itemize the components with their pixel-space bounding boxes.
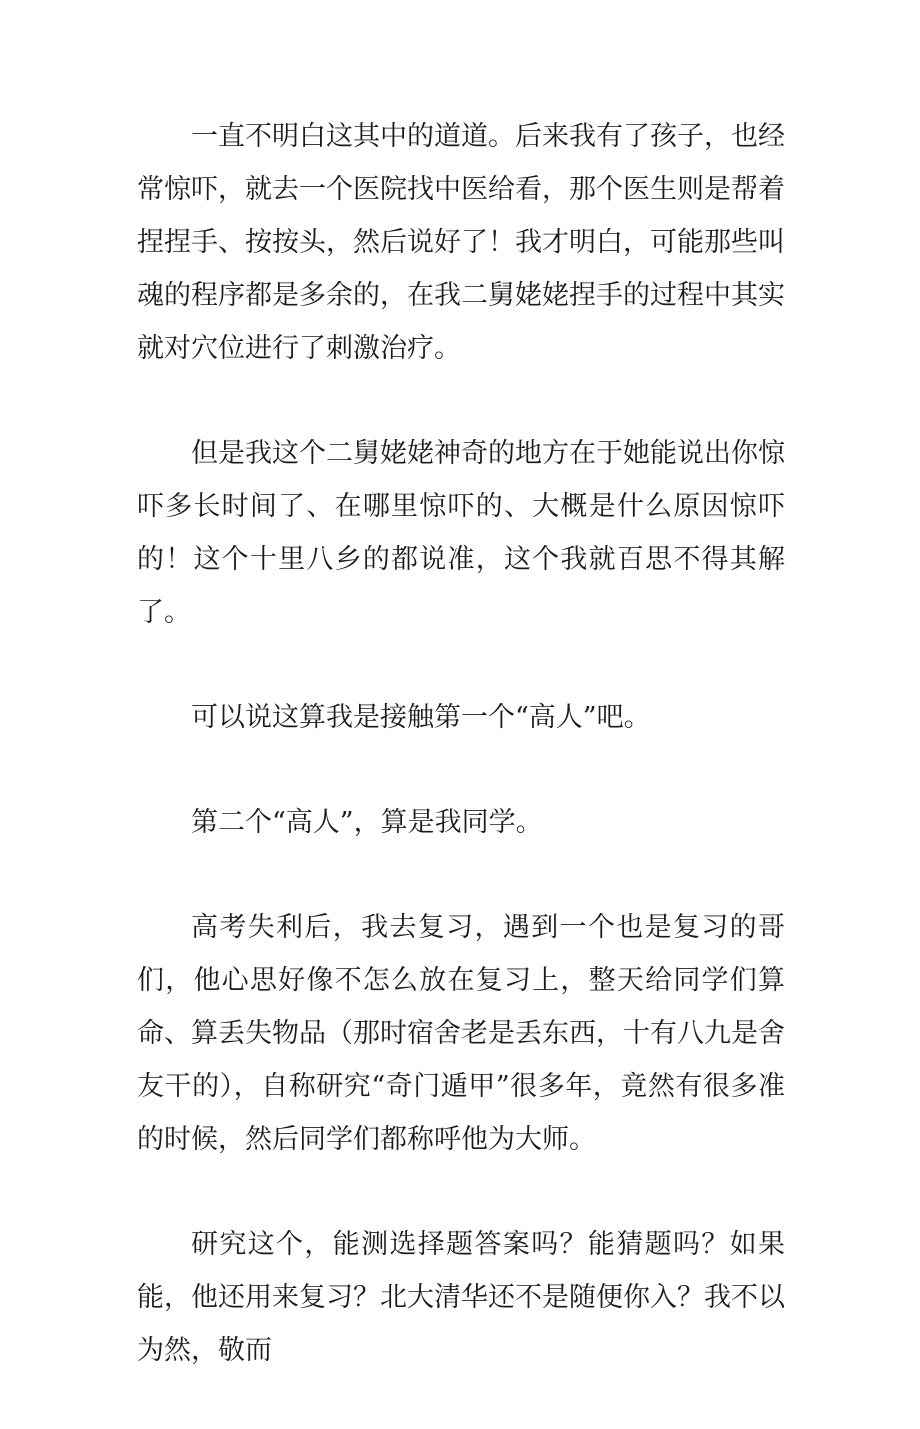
paragraph-6: 研究这个，能测选择题答案吗？能猜题吗？如果能，他还用来复习？北大清华还不是随便你入？我不以为然，敬而 — [137, 1229, 785, 1366]
paragraph-5: 高考失利后，我去复习，遇到一个也是复习的哥们，他心思好像不怎么放在复习上，整天给同学们算命、算丢失物品（那时宿舍老是丢东西，十有八九是舍友干的），自称研究“奇门遁甲”很多年，竟然有很多准的时候，然后同学们都称呼他为大师。 — [137, 912, 785, 1155]
document-body — [137, 110, 785, 1429]
paragraph-1: 一直不明白这其中的道道。后来我有了孩子，也经常惊吓，就去一个医院找中医给看，那个医生则是帮着捏捏手、按按头，然后说好了！我才明白，可能那些叫魂的程序都是多余的，在我二舅姥姥捏手的过程中其实就对穴位进行了刺激治疗。 — [137, 121, 785, 364]
paragraph-3: 可以说这算我是接触第一个“高人”吧。 — [191, 702, 651, 733]
paragraph-2: 但是我这个二舅姥姥神奇的地方在于她能说出你惊吓多长时间了、在哪里惊吓的、大概是什么原因惊吓的！这个十里八乡的都说准，这个我就百思不得其解了。 — [137, 438, 785, 628]
paragraph-4: 第二个“高人”，算是我同学。 — [191, 807, 543, 838]
